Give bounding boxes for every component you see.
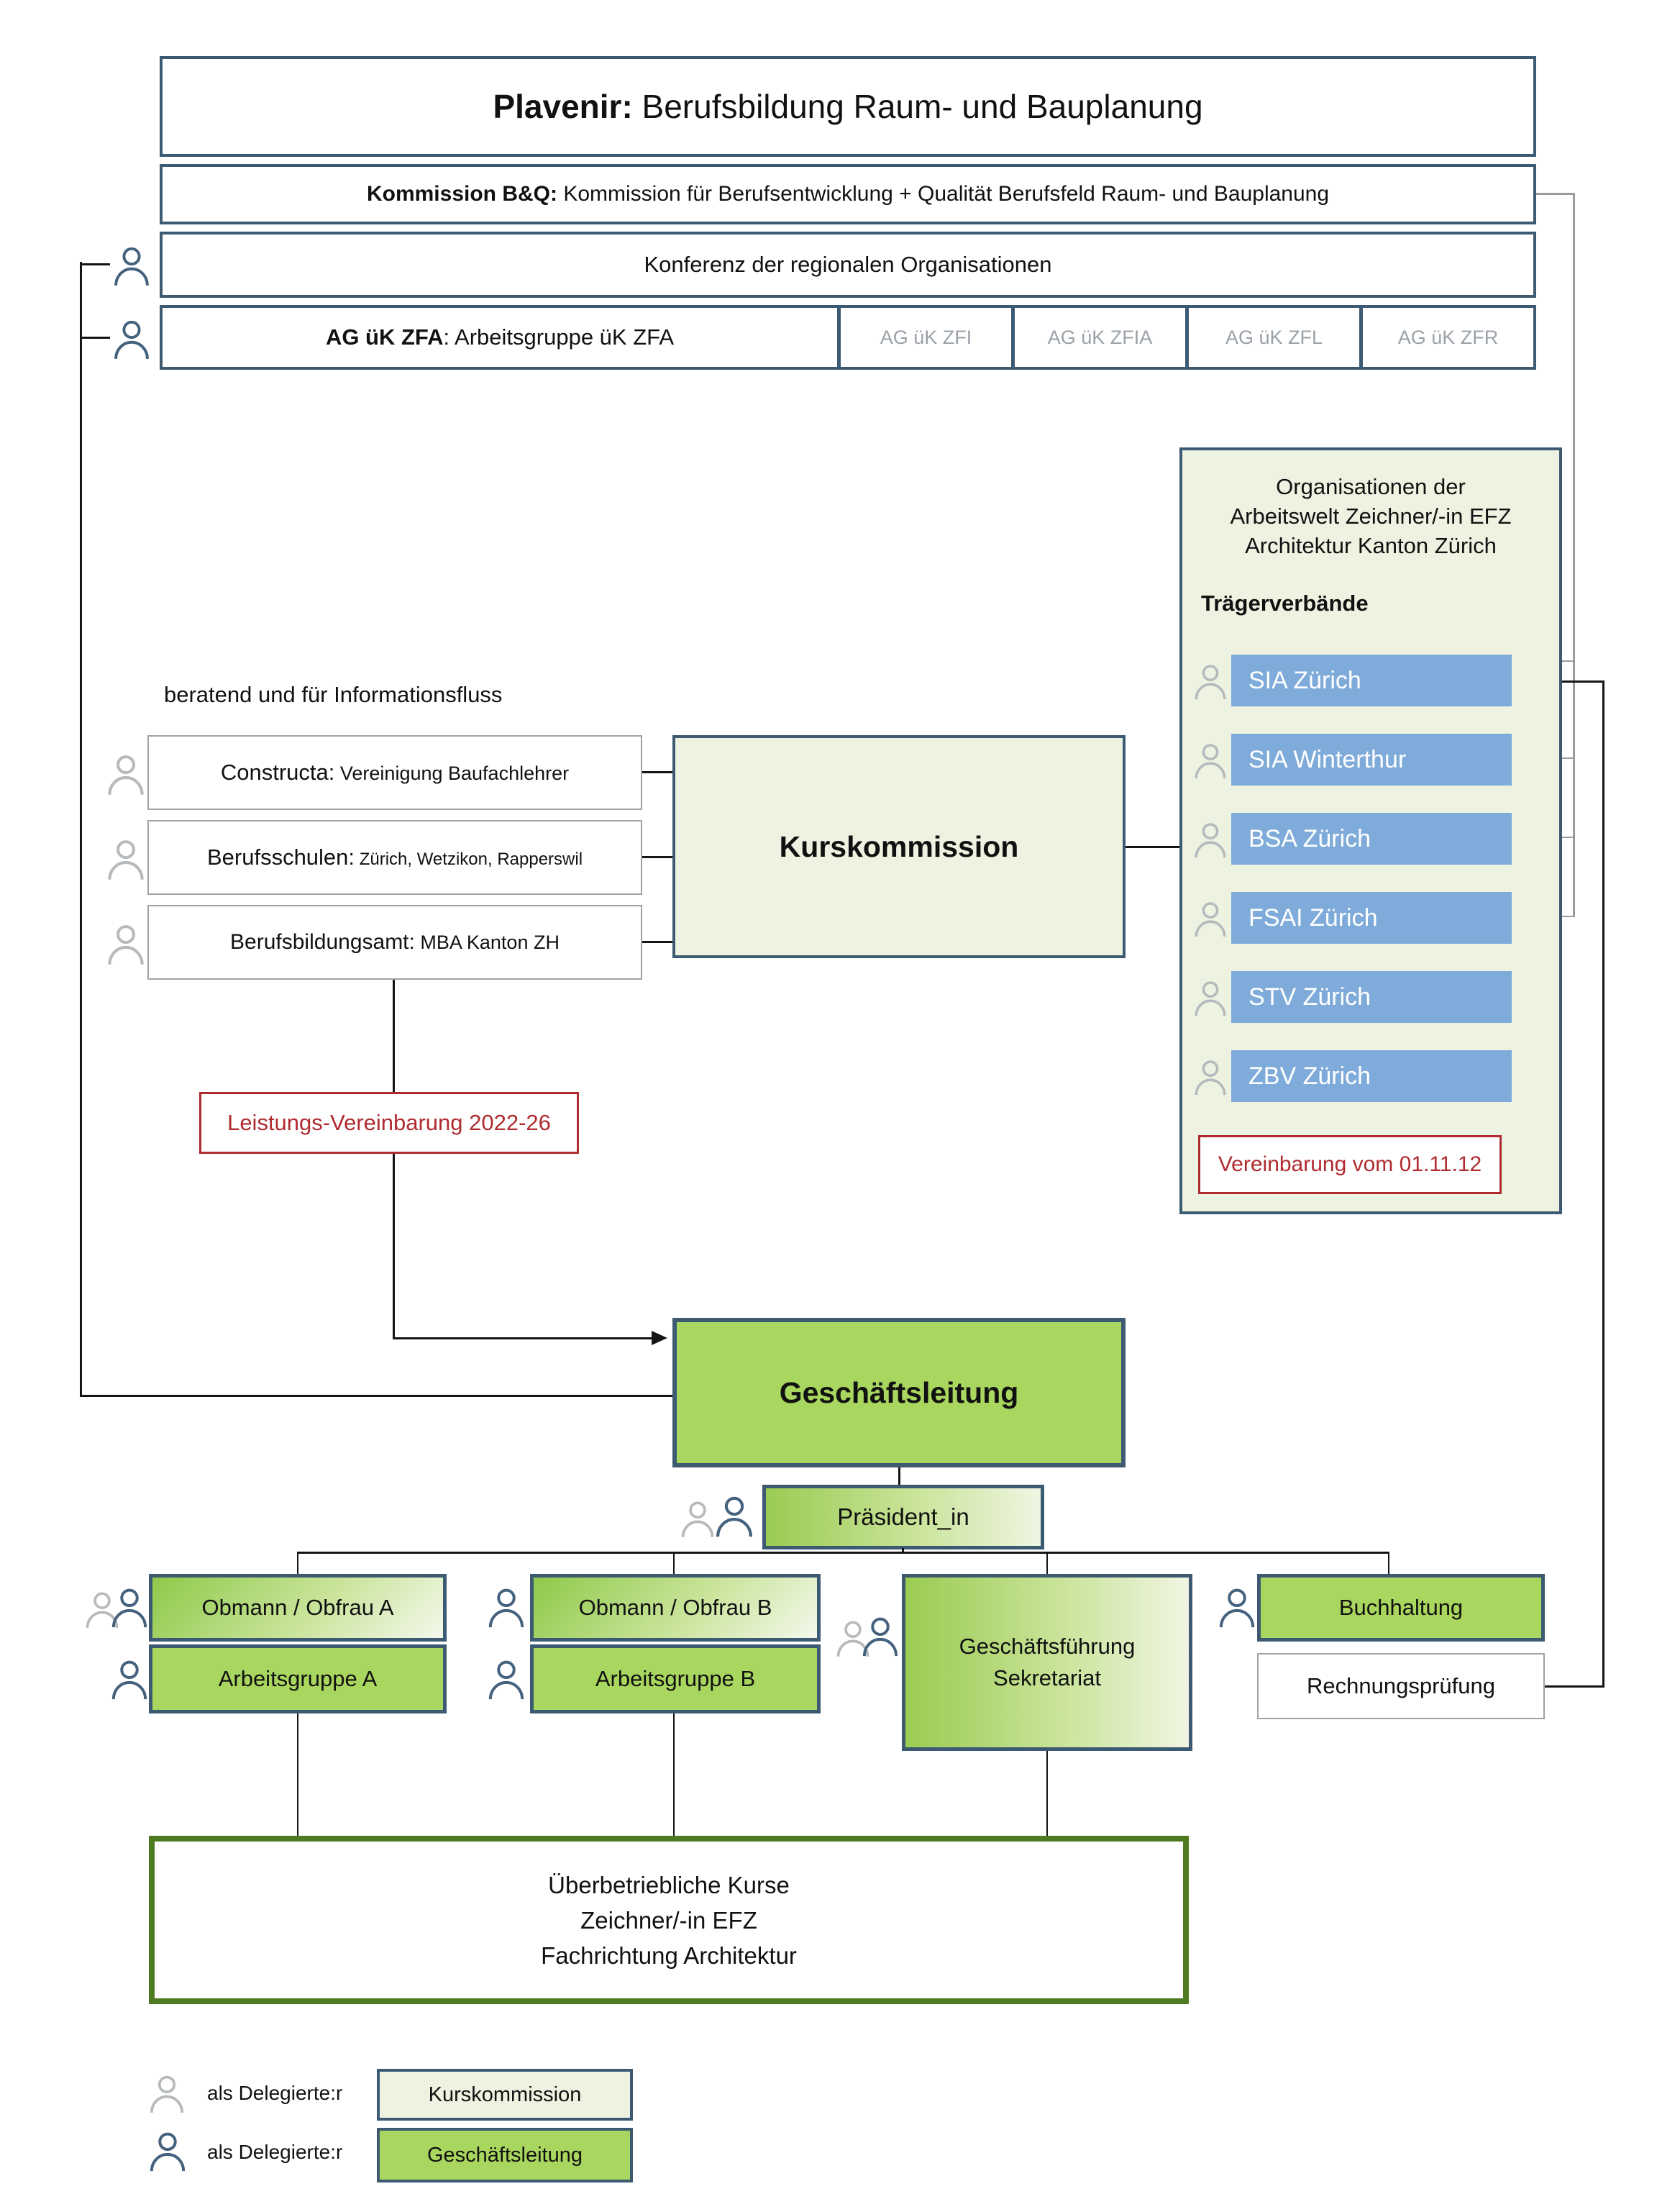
connector-stub — [80, 337, 110, 339]
kommission-bq-box — [160, 164, 1536, 224]
ag-uek-zfa-row — [160, 305, 1536, 370]
connector-arrow-line — [393, 1337, 653, 1339]
member-bar-zbv-zuerich[interactable]: ZBV Zürich — [1231, 1050, 1512, 1102]
kurskommission-label: Kurskommission — [779, 829, 1019, 863]
constructa-label: Constructa: Vereinigung Baufachlehrer — [220, 760, 570, 785]
constructa-box — [147, 735, 642, 810]
arbeitsgruppe-b-box: Arbeitsgruppe B — [530, 1644, 821, 1713]
praesident-box — [762, 1485, 1044, 1549]
person-icon — [1192, 660, 1228, 701]
ueberbetriebliche-kurse-box — [149, 1836, 1189, 2004]
person-icon — [1192, 739, 1228, 780]
person-icon-dark — [486, 1656, 526, 1701]
vereinbarung-box: Vereinbarung vom 01.11.12 — [1198, 1135, 1502, 1194]
legend-geschaeftsleitung-box: Geschäftsleitung — [377, 2128, 633, 2182]
obmann-a-box: Obmann / Obfrau A — [149, 1574, 447, 1642]
connector — [642, 856, 674, 858]
connector-drop — [1388, 1552, 1389, 1574]
uek-label: Überbetriebliche Kurse Zeichner/-in EFZ Fachrichtung Architektur — [541, 1871, 797, 1969]
person-icon-dark — [860, 1613, 900, 1657]
geschaeftsfuehrung-box — [902, 1574, 1192, 1751]
connector-rechnung-stub — [1545, 1685, 1604, 1688]
person-icon — [105, 921, 147, 965]
connector-left-to-geschaeftsleitung — [80, 1395, 674, 1397]
member-bar-fsai-zuerich[interactable]: FSAI Zürich — [1231, 892, 1512, 944]
legend-row2-text: als Delegierte:r — [207, 2141, 343, 2163]
legend-kurskommission-box: Kurskommission — [377, 2069, 633, 2121]
person-icon — [105, 751, 147, 796]
berufsschulen-box — [147, 820, 642, 895]
geschaeftsfuehrung-label: Geschäftsführung Sekretariat — [959, 1634, 1136, 1690]
geschaeftsleitung-label: Geschäftsleitung — [779, 1375, 1019, 1409]
person-icon — [1192, 977, 1228, 1017]
leistungsvereinbarung-box: Leistungs-Vereinbarung 2022-26 — [199, 1092, 579, 1154]
ag-uek-zfa-label: AG üK ZFA: Arbeitsgruppe üK ZFA — [325, 324, 675, 350]
connector — [898, 1467, 900, 1485]
legend-person-dark-icon — [147, 2128, 188, 2172]
traegerverbaende-label: Trägerverbände — [1201, 591, 1369, 616]
advisory-note: beratend und für Informationsfluss — [164, 682, 503, 707]
kommission-bq-label: Kommission B&Q: Kommission für Berufsentwicklung + Qualität Berufsfeld Raum- und Bauplanung — [366, 182, 1330, 206]
person-icon-dark — [109, 1656, 150, 1701]
person-icon — [1192, 898, 1228, 938]
connector-drop — [297, 1713, 298, 1836]
arrow-head — [652, 1331, 667, 1345]
delegate-person-icon — [111, 243, 152, 286]
delegate-person-icon — [111, 317, 152, 360]
member-bar-bsa-zuerich[interactable]: BSA Zürich — [1231, 813, 1512, 865]
member-bar-sia-zuerich[interactable]: SIA Zürich — [1231, 655, 1512, 706]
person-icon — [1192, 1056, 1228, 1096]
person-icon — [1192, 819, 1228, 859]
connector-gray-stub — [1536, 193, 1574, 195]
ag-uek-zfa-main-cell — [163, 308, 837, 367]
connector-distribution — [297, 1552, 1389, 1554]
connector-drop — [1046, 1552, 1048, 1574]
panel-title: Organisationen der Arbeitswelt Zeichner/-in EFZ Architektur Kanton Zürich — [1230, 474, 1512, 558]
connector-left-vertical — [80, 262, 82, 1397]
connector-leistung-vertical — [393, 980, 395, 1339]
konferenz-label: Konferenz der regionalen Organisationen — [644, 252, 1052, 277]
geschaeftsleitung-box — [672, 1318, 1126, 1467]
konferenz-box — [160, 232, 1536, 298]
legend-row1-text: als Delegierte:r — [207, 2082, 343, 2104]
obmann-b-box: Obmann / Obfrau B — [530, 1574, 821, 1642]
connector-drop — [673, 1713, 675, 1836]
connector — [642, 941, 674, 943]
member-bar-sia-winterthur[interactable]: SIA Winterthur — [1231, 734, 1512, 786]
arbeitswelt-panel — [1179, 447, 1562, 1214]
buchhaltung-box: Buchhaltung — [1257, 1574, 1545, 1642]
page-title: Plavenir: Berufsbildung Raum- und Bauplanung — [493, 88, 1203, 125]
connector-gray-vertical — [1573, 193, 1575, 917]
praesident-label: Präsident_in — [837, 1503, 969, 1530]
tab-ag-uek-zfl[interactable]: AG üK ZFL — [1185, 308, 1359, 367]
person-icon — [679, 1498, 716, 1538]
connector — [642, 771, 674, 773]
person-icon-dark — [486, 1584, 526, 1629]
berufsbildungsamt-label: Berufsbildungsamt: MBA Kanton ZH — [230, 930, 560, 954]
title-box — [160, 56, 1536, 157]
tab-ag-uek-zfr[interactable]: AG üK ZFR — [1359, 308, 1533, 367]
connector-stub — [80, 263, 110, 265]
person-icon-dark — [109, 1584, 150, 1629]
person-icon — [105, 836, 147, 880]
berufsbildungsamt-box — [147, 905, 642, 980]
arbeitsgruppe-a-box: Arbeitsgruppe A — [149, 1644, 447, 1713]
connector-drop — [297, 1552, 298, 1574]
tab-ag-uek-zfi[interactable]: AG üK ZFI — [837, 308, 1011, 367]
kurskommission-box — [672, 735, 1126, 958]
connector-kurskommission-right — [1124, 846, 1181, 848]
connector-drop — [673, 1552, 675, 1574]
person-icon-dark — [1217, 1584, 1257, 1629]
person-icon-dark — [713, 1492, 755, 1538]
connector-right-vertical — [1602, 680, 1604, 1688]
berufsschulen-label: Berufsschulen: Zürich, Wetzikon, Rapperswil — [206, 845, 583, 870]
tab-ag-uek-zfia[interactable]: AG üK ZFIA — [1011, 308, 1185, 367]
member-bar-stv-zuerich[interactable]: STV Zürich — [1231, 971, 1512, 1023]
connector-drop — [1046, 1751, 1048, 1836]
legend-person-gray-icon — [147, 2072, 186, 2113]
rechnungspruefung-box: Rechnungsprüfung — [1257, 1653, 1545, 1719]
